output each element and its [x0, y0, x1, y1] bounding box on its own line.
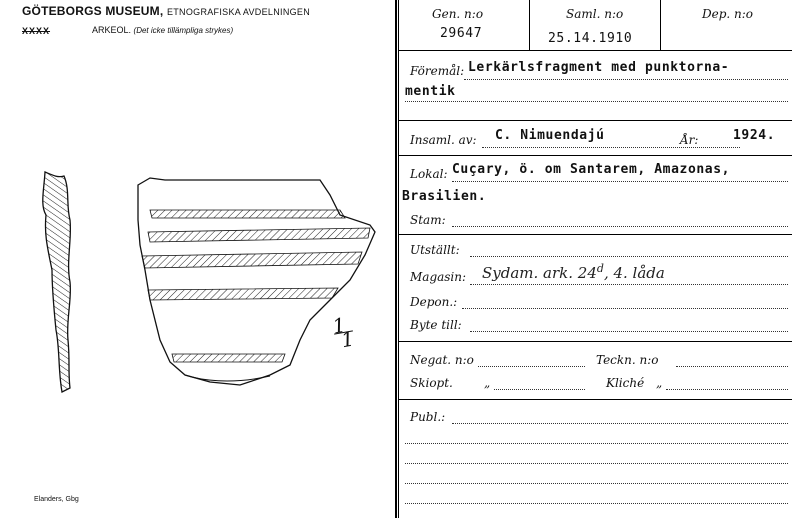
- ar-dots: [705, 147, 740, 148]
- byte-label: Byte till:: [410, 318, 462, 332]
- foremal-dots: [464, 79, 788, 80]
- strike-note: (Det icke tillämpliga strykes): [133, 26, 234, 35]
- profile-section: [43, 172, 71, 392]
- skiopt-label: Skiopt.: [410, 376, 453, 390]
- museum-name: GÖTEBORGS MUSEUM,: [22, 4, 164, 18]
- publ-dots-2: [405, 443, 788, 444]
- gen-value: 29647: [440, 26, 483, 41]
- saml-label: Saml. n:o: [566, 7, 624, 21]
- utstallt-label: Utställt:: [410, 243, 460, 257]
- magasin-text-2: , 4. låda: [603, 264, 665, 282]
- magasin-text: Sydam. ark. 24: [482, 264, 597, 282]
- foremal-line2: mentik: [405, 84, 456, 99]
- magasin-label: Magasin:: [410, 270, 467, 284]
- teckn-label: Teckn. n:o: [596, 353, 659, 367]
- printer-mark: Elanders, Gbg: [34, 496, 79, 503]
- negat-dots: [478, 366, 585, 367]
- lokal-line1: Cuçary, ö. om Santarem, Amazonas,: [452, 162, 731, 177]
- header-bottom-rule: [398, 50, 792, 51]
- scale-bottom: 1: [334, 330, 355, 348]
- publ-dots-5: [405, 503, 788, 504]
- header-divider-2: [660, 0, 661, 50]
- foremal-dots-2: [405, 101, 788, 102]
- publ-dots-4: [405, 483, 788, 484]
- depon-dots: [462, 308, 788, 309]
- kliche-ditto: „: [656, 376, 663, 390]
- depon-label: Depon.:: [410, 295, 458, 309]
- utstallt-dots: [470, 256, 788, 257]
- header-divider-1: [529, 0, 530, 50]
- ar-value: 1924.: [733, 128, 776, 143]
- stam-dots: [452, 226, 788, 227]
- byte-dots: [470, 331, 788, 332]
- rule-after-skiopt: [398, 399, 792, 400]
- dep-label: Dep. n:o: [702, 7, 754, 21]
- magasin-dots: [470, 284, 788, 285]
- skiopt-ditto: „: [484, 376, 491, 390]
- card-left-border: [395, 0, 397, 518]
- ar-label: År:: [680, 133, 699, 147]
- insaml-label: Insaml. av:: [410, 133, 477, 147]
- scale-top: 1: [330, 312, 348, 339]
- publ-dots-3: [405, 463, 788, 464]
- card-left-border-inner: [398, 0, 399, 518]
- magasin-value: [482, 262, 665, 282]
- stam-label: Stam:: [410, 213, 446, 227]
- saml-value: 25.14.1910: [548, 31, 633, 46]
- lokal-label: Lokal:: [410, 167, 448, 181]
- publ-dots-1: [452, 423, 788, 424]
- lokal-dots: [452, 181, 788, 182]
- foremal-line1: Lerkärlsfragment med punktorna-: [468, 60, 730, 75]
- gen-label: Gen. n:o: [432, 7, 484, 21]
- sherd-drawing: [0, 0, 395, 518]
- magasin-superscript: d: [596, 262, 604, 275]
- struck-code: XXXX: [22, 26, 51, 36]
- teckn-dots: [676, 366, 788, 367]
- lokal-line2: Brasilien.: [402, 189, 487, 204]
- department-name: ETNOGRAFISKA AVDELNINGEN: [166, 7, 311, 17]
- insaml-value: C. Nimuendajú: [495, 128, 605, 143]
- kliche-label: Kliché: [606, 376, 645, 390]
- rule-after-foremal: [398, 120, 792, 121]
- insaml-dots: [482, 147, 710, 148]
- rule-after-insaml: [398, 155, 792, 156]
- foremal-label: Föremål:: [410, 64, 465, 78]
- negat-label: Negat. n:o: [410, 353, 474, 367]
- rule-after-byte: [398, 341, 792, 342]
- publ-label: Publ.:: [410, 410, 446, 424]
- kliche-dots: [666, 389, 788, 390]
- arkeol-label: ARKEOL.: [92, 25, 132, 35]
- rule-after-stam: [398, 234, 792, 235]
- skiopt-dots: [494, 389, 585, 390]
